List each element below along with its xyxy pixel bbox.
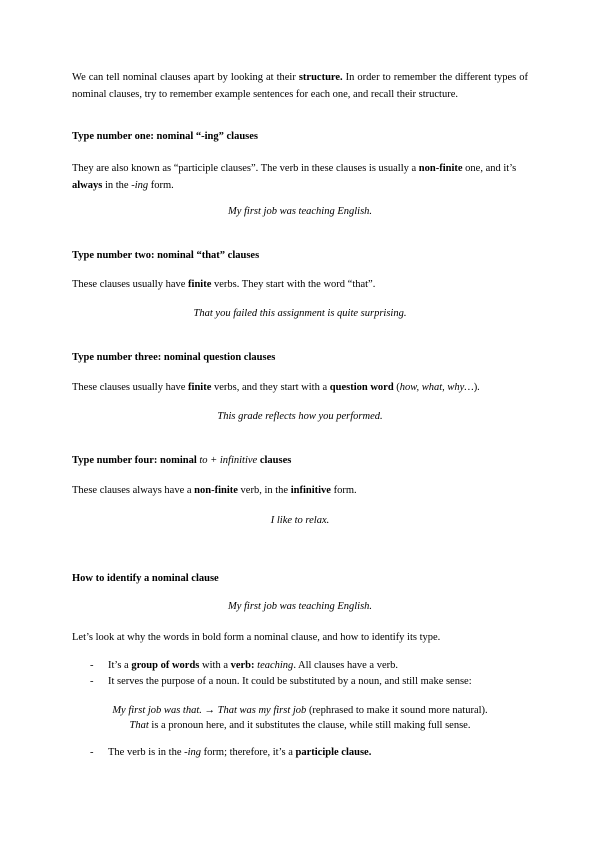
type4-heading-italic: to + infinitive [199,455,258,466]
type1-text: They are also known as “participle clauses”. The verb in these clauses is usually a [72,163,419,174]
bullet3-bold: participle clause. [295,747,372,758]
bullet3-italic: -ing [184,747,202,758]
type2-heading: Type number two: nominal “that” clauses [72,250,260,261]
type1-italic: -ing [131,180,149,191]
note2-italic: That [129,720,149,731]
type2-bold: finite [188,279,212,290]
note1-arrow: → [201,705,218,716]
type4-heading [72,455,528,466]
bullet-dash: - [90,660,94,671]
type4-text: verb, in the [237,485,291,496]
bullet1-text: with a [199,660,231,671]
bullet3-text: form; therefore, it’s a [201,747,296,758]
type1-text: one, and it’s [462,163,517,174]
bullet1-text: . All clauses have a verb. [293,660,398,671]
bullet-item-1 [108,660,528,671]
type3-bold: question word [329,382,394,393]
type3-text: ). [473,382,480,393]
bullet1-italic: teaching [257,660,294,671]
type2-text: verbs. They start with the word “that”. [211,279,376,290]
type1-bold: always [72,180,103,191]
identify-intro: Let’s look at why the words in bold form a nominal clause, and how to identify its type. [72,632,441,643]
bullet-dash: - [90,747,94,758]
type1-text: form. [148,180,174,191]
type4-paragraph [72,482,528,499]
note1-italic: That was my first job [217,705,307,716]
type4-heading-text: Type number four: nominal [72,455,200,466]
type2-example: That you failed this assignment is quite surprising. [193,308,407,319]
type4-bold: non-finite [194,485,238,496]
intro-bold-structure: structure. [298,72,343,83]
bullet-dash: - [90,676,94,687]
type3-text: ( [393,382,400,393]
bullet-item-3 [108,747,528,758]
type2-text: These clauses usually have [72,279,189,290]
type1-text: in the [102,180,132,191]
intro-text: We can tell nominal clauses apart by looking at their [72,72,299,83]
type1-paragraph [72,160,528,194]
intro-text-rest: In order to remember the different types of nominal clauses, try to remember example sentences for each one, and recall their structure. [72,72,528,100]
substitution-note-2 [72,718,528,733]
note2-text: is a pronoun here, and it substitutes the clause, while still making full sense. [148,720,471,731]
substitution-note-1 [72,703,528,718]
bullet1-text: It’s a [108,660,132,671]
type3-text: These clauses usually have [72,382,189,393]
type4-bold: infinitive [290,485,331,496]
bullet-item-2: It serves the purpose of a noun. It could be substituted by a noun, and still make sense: [108,676,472,687]
identify-example: My first job was teaching English. [227,601,373,612]
bullet3-text: The verb is in the [108,747,185,758]
type4-example: I like to relax. [270,515,330,526]
type3-bold: finite [188,382,212,393]
type1-heading: Type number one: nominal “-ing” clauses [72,131,259,142]
type3-italic: how, what, why… [399,382,474,393]
note1-italic: My first job was that. [112,705,202,716]
type2-paragraph [72,276,528,293]
type1-bold: non-finite [418,163,463,174]
intro-paragraph [72,69,528,103]
type4-text: These clauses always have a [72,485,195,496]
type4-heading-text: clauses [257,455,292,466]
bullet1-bold: verb: [230,660,258,671]
bullet1-bold: group of words [131,660,200,671]
note1-text: (rephrased to make it sound more natural). [306,705,488,716]
type3-text: verbs, and they start with a [211,382,330,393]
type3-example: This grade reflects how you performed. [217,411,383,422]
type1-example: My first job was teaching English. [227,206,373,217]
type4-text: form. [330,485,357,496]
identify-heading: How to identify a nominal clause [72,573,219,584]
type3-heading: Type number three: nominal question clauses [72,352,276,363]
type3-paragraph [72,379,528,396]
